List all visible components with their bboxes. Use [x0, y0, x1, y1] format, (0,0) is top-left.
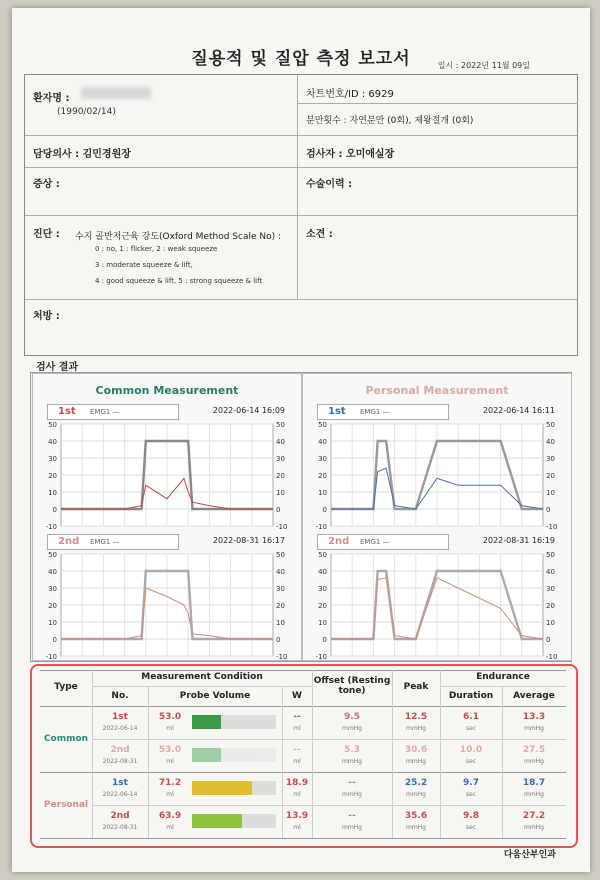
peak-value: 12.5 — [404, 712, 428, 722]
offset-value: 5.3 — [344, 745, 360, 755]
personal-title: Personal Measurement — [365, 384, 509, 397]
probe-unit: ml — [166, 725, 174, 732]
offset-unit: mmHg — [341, 824, 362, 831]
doctor: 담당의사 : 김민경원장 — [33, 149, 131, 160]
row-doctor — [25, 135, 577, 168]
y-tick-left: -10 — [45, 653, 57, 661]
row-patient — [25, 75, 577, 136]
report-paper — [12, 8, 590, 872]
report-date: 일시 : 2022년 11월 09일 — [437, 61, 530, 70]
personal-panel — [302, 373, 572, 661]
offset-unit: mmHg — [341, 725, 362, 732]
probe-unit: ml — [166, 824, 174, 831]
y-tick-right: 50 — [276, 421, 285, 429]
th-endurance: Endurance — [476, 672, 530, 682]
chart-num: 1st — [328, 406, 346, 417]
probe-unit: ml — [166, 791, 174, 798]
offset-value: -- — [348, 778, 356, 788]
common-title: Common Measurement — [95, 384, 239, 397]
patient-name-label: 환자명 : — [33, 93, 70, 104]
y-tick-left: 40 — [318, 568, 327, 576]
probe-bar — [192, 781, 276, 795]
peak-value: 35.6 — [404, 811, 428, 821]
prescription-label: 처방 : — [33, 311, 60, 322]
y-tick-left: -10 — [315, 653, 327, 661]
th-type: Type — [54, 682, 78, 692]
w-value: 18.9 — [285, 778, 309, 788]
th-peak: Peak — [403, 682, 429, 692]
chart-num: 2nd — [58, 536, 80, 547]
chart-id: 차트번호/ID : 6929 — [306, 89, 394, 100]
average-unit: mmHg — [523, 791, 544, 798]
symptom-label: 증상 : — [33, 179, 60, 190]
y-tick-right: -10 — [276, 523, 288, 531]
chart-legend: EMG1 — — [360, 538, 390, 546]
diagnosis-label: 진단 : — [33, 229, 60, 240]
y-tick-right: 0 — [276, 636, 281, 644]
row-symptom — [25, 167, 577, 216]
th-condition: Measurement Condition — [141, 672, 263, 682]
diagnosis-line-1: 수지 골반저근육 강도(Oxford Method Scale No) : — [75, 232, 282, 242]
duration-unit: sec — [465, 824, 477, 831]
chart-legend: EMG1 — — [90, 538, 120, 546]
y-tick-left: 20 — [48, 602, 57, 610]
probe-volume: 63.9 — [158, 811, 182, 821]
y-tick-right: 10 — [276, 489, 285, 497]
y-tick-left: 20 — [318, 602, 327, 610]
probe-volume: 53.0 — [158, 745, 182, 755]
y-tick-left: 10 — [318, 619, 327, 627]
y-tick-right: 20 — [276, 602, 285, 610]
y-tick-left: 10 — [48, 489, 57, 497]
probe-bar — [192, 814, 276, 828]
row-date: 2022-08-31 — [102, 824, 138, 831]
th-w: W — [292, 691, 302, 701]
peak-value: 25.2 — [404, 778, 428, 788]
common-panel — [32, 373, 302, 661]
probe-bar-fill — [192, 814, 242, 828]
y-tick-left: 20 — [318, 472, 327, 480]
peak-value: 30.6 — [404, 745, 428, 755]
y-tick-right: 20 — [546, 472, 555, 480]
th-duration: Duration — [448, 691, 494, 701]
report-title: 질용적 및 질압 측정 보고서 — [191, 49, 411, 69]
peak-unit: mmHg — [405, 791, 426, 798]
peak-unit: mmHg — [405, 824, 426, 831]
y-tick-left: -10 — [45, 523, 57, 531]
row-type: Personal — [43, 800, 89, 810]
average-value: 18.7 — [522, 778, 546, 788]
y-tick-left: 40 — [318, 438, 327, 446]
row-type: Common — [43, 734, 89, 744]
y-tick-left: 0 — [52, 636, 57, 644]
average-unit: mmHg — [523, 758, 544, 765]
chart-legend: EMG1 — — [360, 408, 390, 416]
row-date: 2022-06-14 — [102, 791, 138, 798]
y-tick-left: 0 — [322, 506, 327, 514]
chart-num: 1st — [58, 406, 76, 417]
th-offset: Offset (Resting tone) — [313, 676, 391, 696]
y-tick-left: 50 — [318, 551, 327, 559]
examiner: 검사자 : 오미애실장 — [306, 149, 395, 160]
y-tick-right: 10 — [546, 619, 555, 627]
y-tick-right: 40 — [546, 438, 555, 446]
peak-unit: mmHg — [405, 758, 426, 765]
offset-unit: mmHg — [341, 791, 362, 798]
personal-chart-2 — [303, 548, 571, 668]
y-tick-right: 40 — [276, 568, 285, 576]
y-tick-right: 0 — [276, 506, 281, 514]
y-tick-left: 50 — [48, 421, 57, 429]
opinion-label: 소견 : — [306, 229, 333, 240]
average-value: 27.2 — [522, 811, 546, 821]
y-tick-left: 30 — [318, 585, 327, 593]
y-tick-right: 20 — [276, 472, 285, 480]
y-tick-left: 50 — [48, 551, 57, 559]
y-tick-left: 10 — [48, 619, 57, 627]
y-tick-left: 50 — [318, 421, 327, 429]
y-tick-right: 20 — [546, 602, 555, 610]
redacted-name — [81, 87, 151, 99]
y-tick-right: -10 — [546, 523, 558, 531]
chart-legend: EMG1 — — [90, 408, 120, 416]
results-box — [30, 372, 572, 662]
measurement-table — [30, 664, 578, 848]
chart-date: 2022-08-31 16:19 — [482, 536, 555, 545]
row-no: 2nd — [110, 745, 130, 755]
row-date: 2022-06-14 — [102, 725, 138, 732]
probe-volume: 53.0 — [158, 712, 182, 722]
y-tick-right: -10 — [546, 653, 558, 661]
y-tick-left: 30 — [318, 455, 327, 463]
y-tick-right: 10 — [276, 619, 285, 627]
th-average: Average — [513, 691, 555, 701]
average-unit: mmHg — [523, 824, 544, 831]
probe-bar — [192, 748, 276, 762]
y-tick-left: 30 — [48, 455, 57, 463]
y-tick-right: 50 — [546, 421, 555, 429]
y-tick-right: 30 — [276, 585, 285, 593]
common-chart-2 — [33, 548, 301, 668]
row-no: 2nd — [110, 811, 130, 821]
y-tick-right: 40 — [546, 568, 555, 576]
w-value: -- — [293, 745, 301, 755]
average-unit: mmHg — [523, 725, 544, 732]
y-tick-left: 20 — [48, 472, 57, 480]
duration-unit: sec — [465, 725, 477, 732]
th-no: No. — [111, 691, 129, 701]
duration-value: 6.1 — [463, 712, 479, 722]
chart-date: 2022-06-14 16:09 — [212, 406, 285, 415]
probe-unit: ml — [166, 758, 174, 765]
y-tick-right: -10 — [276, 653, 288, 661]
y-tick-right: 30 — [276, 455, 285, 463]
y-tick-left: 30 — [48, 585, 57, 593]
probe-volume: 71.2 — [158, 778, 182, 788]
diagnosis-line-3: 3 : moderate squeeze & lift, — [95, 261, 193, 269]
th-probe: Probe Volume — [179, 691, 251, 701]
row-no: 1st — [112, 712, 128, 722]
chart-date: 2022-06-14 16:11 — [482, 406, 555, 415]
y-tick-left: 40 — [48, 438, 57, 446]
y-tick-right: 30 — [546, 455, 555, 463]
y-tick-right: 50 — [276, 551, 285, 559]
diagnosis-line-2: 0 : no, 1 : flicker, 2 : weak squeeze — [95, 245, 218, 253]
duration-value: 10.0 — [459, 745, 483, 755]
row-date: 2022-08-31 — [102, 758, 138, 765]
offset-value: 9.5 — [344, 712, 360, 722]
y-tick-right: 0 — [546, 506, 551, 514]
row-diagnosis — [25, 215, 577, 300]
w-unit: ml — [293, 725, 301, 732]
w-value: -- — [293, 712, 301, 722]
personal-chart-1 — [303, 418, 571, 538]
duration-unit: sec — [465, 758, 477, 765]
w-unit: ml — [293, 824, 301, 831]
common-chart-1 — [33, 418, 301, 538]
y-tick-right: 40 — [276, 438, 285, 446]
probe-bar-fill — [192, 781, 252, 795]
average-value: 13.3 — [522, 712, 546, 722]
w-value: 13.9 — [285, 811, 309, 821]
patient-info-table — [24, 74, 578, 356]
average-value: 27.5 — [522, 745, 546, 755]
probe-bar-fill — [192, 748, 221, 762]
chart-date: 2022-08-31 16:17 — [212, 536, 285, 545]
w-unit: ml — [293, 791, 301, 798]
patient-birth: (1990/02/14) — [57, 107, 116, 117]
offset-value: -- — [348, 811, 356, 821]
y-tick-right: 10 — [546, 489, 555, 497]
offset-unit: mmHg — [341, 758, 362, 765]
probe-bar — [192, 715, 276, 729]
duration-unit: sec — [465, 791, 477, 798]
y-tick-left: -10 — [315, 523, 327, 531]
y-tick-right: 0 — [546, 636, 551, 644]
w-unit: ml — [293, 758, 301, 765]
y-tick-left: 0 — [322, 636, 327, 644]
row-prescription — [25, 299, 577, 355]
probe-bar-fill — [192, 715, 221, 729]
surgery-label: 수술이력 : — [306, 179, 353, 190]
y-tick-left: 0 — [52, 506, 57, 514]
y-tick-right: 30 — [546, 585, 555, 593]
y-tick-left: 40 — [48, 568, 57, 576]
y-tick-left: 10 — [318, 489, 327, 497]
duration-value: 9.7 — [463, 778, 479, 788]
duration-value: 9.8 — [463, 811, 479, 821]
diagnosis-line-4: 4 : good squeeze & lift, 5 : strong squeeze & lift — [95, 277, 263, 285]
clinic-name: 다움산부인과 — [503, 850, 556, 860]
chart-num: 2nd — [328, 536, 350, 547]
y-tick-right: 50 — [546, 551, 555, 559]
results-label: 검사 결과 — [36, 362, 79, 373]
row-no: 1st — [112, 778, 128, 788]
peak-unit: mmHg — [405, 725, 426, 732]
delivery-count: 분만횟수 : 자연분만 (0회), 제왕절개 (0회) — [306, 116, 474, 126]
